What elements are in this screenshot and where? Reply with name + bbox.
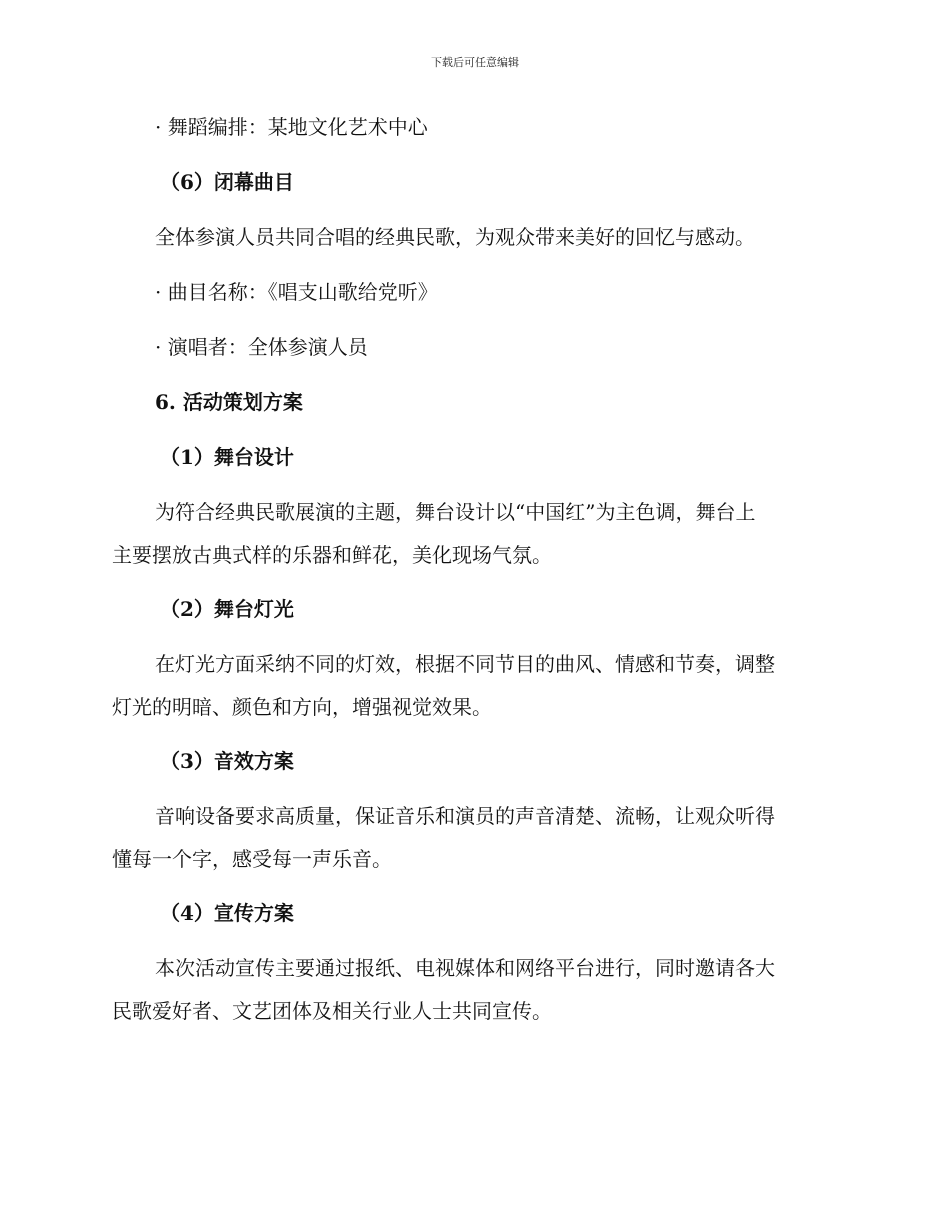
paragraph-promotion-2: 民歌爱好者、文艺团体及相关行业人士共同宣传。 [112, 999, 552, 1023]
subheading-stage-lighting: （2）舞台灯光 [160, 597, 294, 621]
paragraph-lighting-1: 在灯光方面采纳不同的灯效，根据不同节目的曲风、情感和节奏，调整 [155, 652, 775, 676]
bullet-dance: · 舞蹈编排：某地文化艺术中心 [155, 115, 428, 139]
paragraph-sound-2: 懂每一个字，感受每一声乐音。 [112, 847, 392, 871]
paragraph-stage-design-1: 为符合经典民歌展演的主题，舞台设计以“中国红”为主色调，舞台上 [155, 500, 756, 524]
section-heading-plan: 6. 活动策划方案 [155, 390, 303, 414]
bullet-song-name: · 曲目名称：《唱支山歌给党听》 [155, 280, 438, 304]
page-header: 下载后可任意编辑 [431, 56, 519, 69]
subheading-promotion: （4）宣传方案 [160, 901, 294, 925]
subheading-stage-design: （1）舞台设计 [160, 445, 294, 469]
paragraph-closing-desc: 全体参演人员共同合唱的经典民歌，为观众带来美好的回忆与感动。 [155, 225, 755, 249]
paragraph-lighting-2: 灯光的明暗、颜色和方向，增强视觉效果。 [112, 695, 492, 719]
bullet-singer: · 演唱者：全体参演人员 [155, 335, 368, 359]
subheading-sound: （3）音效方案 [160, 749, 294, 773]
paragraph-promotion-1: 本次活动宣传主要通过报纸、电视媒体和网络平台进行，同时邀请各大 [155, 956, 775, 980]
paragraph-sound-1: 音响设备要求高质量，保证音乐和演员的声音清楚、流畅，让观众听得 [155, 804, 775, 828]
paragraph-stage-design-2: 主要摆放古典式样的乐器和鲜花，美化现场气氛。 [112, 543, 552, 567]
subheading-closing-song: （6）闭幕曲目 [160, 170, 294, 194]
